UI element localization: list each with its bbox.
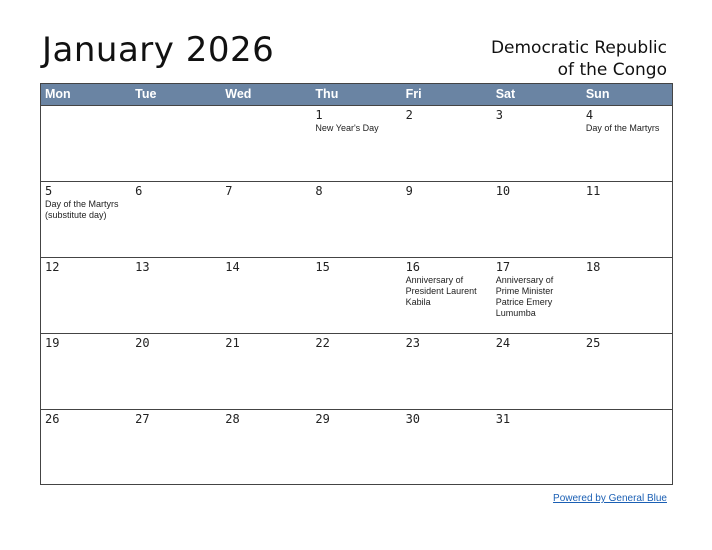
day-number: 17	[495, 260, 511, 274]
week-row	[41, 409, 672, 485]
day-number: 14	[225, 260, 240, 274]
day-cell	[221, 182, 311, 257]
day-cell	[311, 258, 401, 333]
weekday-wed: Wed	[225, 87, 252, 101]
day-cell	[402, 410, 492, 485]
day-cell	[311, 334, 401, 409]
day-number: 29	[315, 412, 330, 426]
day-cell	[131, 334, 221, 409]
day-number: 9	[405, 184, 413, 198]
weekday-mon: Mon	[45, 87, 71, 101]
week-row	[41, 333, 672, 409]
calendar-title: January 2026	[42, 30, 275, 70]
weekday-tue: Tue	[135, 87, 157, 101]
day-number: 4	[585, 108, 594, 122]
holiday-label: New Year's Day	[315, 123, 379, 133]
week-row	[41, 181, 672, 257]
day-cell	[582, 258, 672, 333]
day-number: 11	[585, 184, 601, 198]
day-number: 8	[315, 184, 323, 198]
day-cell	[492, 258, 582, 333]
day-number: 22	[315, 336, 330, 350]
day-number: 25	[585, 336, 601, 350]
day-number: 18	[585, 260, 601, 274]
day-number: 19	[45, 336, 60, 350]
day-number: 7	[225, 184, 233, 198]
day-number: 31	[495, 412, 511, 426]
day-number: 12	[45, 260, 60, 274]
day-cell	[402, 334, 492, 409]
day-cell	[131, 106, 221, 181]
day-cell	[582, 334, 672, 409]
weekday-header	[41, 84, 672, 105]
day-cell	[492, 334, 582, 409]
day-number: 23	[405, 336, 421, 350]
country-line-2: of the Congo	[557, 60, 667, 80]
day-cell	[41, 182, 131, 257]
day-cell	[41, 258, 131, 333]
day-cell	[311, 106, 401, 181]
day-cell	[41, 106, 131, 181]
country-line-1: Democratic Republic	[490, 38, 667, 58]
day-number: 3	[495, 108, 503, 122]
day-cell	[492, 182, 582, 257]
holiday-label: Anniversary of President Laurent Kabila	[405, 275, 477, 307]
day-number: 1	[315, 108, 323, 122]
weekday-sun: Sun	[585, 87, 610, 101]
powered-by-link[interactable]: Powered by General Blue	[553, 493, 667, 504]
day-cell	[131, 182, 221, 257]
day-number: 21	[225, 336, 240, 350]
day-cell	[41, 334, 131, 409]
week-row	[41, 257, 672, 333]
day-number: 16	[405, 260, 421, 274]
week-row	[41, 105, 672, 181]
day-cell	[402, 258, 492, 333]
calendar-grid	[40, 83, 673, 485]
day-cell	[582, 182, 672, 257]
day-cell	[402, 106, 492, 181]
day-number: 13	[135, 260, 150, 274]
day-number: 10	[495, 184, 511, 198]
weeks-container	[41, 105, 672, 485]
day-cell	[402, 182, 492, 257]
day-number: 6	[135, 184, 143, 198]
holiday-label: Day of the Martyrs (substitute day)	[45, 199, 119, 220]
day-number: 15	[315, 260, 330, 274]
day-cell	[221, 410, 311, 485]
day-number: 24	[495, 336, 511, 350]
day-cell	[492, 410, 582, 485]
weekday-fri: Fri	[405, 87, 422, 101]
day-number: 28	[225, 412, 240, 426]
day-cell	[221, 106, 311, 181]
country-name	[491, 37, 667, 81]
day-number: 26	[45, 412, 60, 426]
day-cell	[221, 334, 311, 409]
day-cell	[582, 410, 672, 485]
day-cell	[582, 106, 672, 181]
day-number: 27	[135, 412, 150, 426]
day-number: 20	[135, 336, 150, 350]
day-number: 2	[405, 108, 413, 122]
day-cell	[311, 410, 401, 485]
day-cell	[311, 182, 401, 257]
day-cell	[492, 106, 582, 181]
day-number: 5	[45, 184, 53, 198]
holiday-label: Day of the Martyrs	[585, 123, 660, 133]
day-cell	[131, 258, 221, 333]
holiday-label: Anniversary of Prime Minister Patrice Emery Lumumba	[495, 275, 554, 318]
day-cell	[41, 410, 131, 485]
weekday-thu: Thu	[315, 87, 339, 101]
weekday-sat: Sat	[495, 87, 516, 101]
day-cell	[221, 258, 311, 333]
day-number: 30	[405, 412, 421, 426]
day-cell	[131, 410, 221, 485]
